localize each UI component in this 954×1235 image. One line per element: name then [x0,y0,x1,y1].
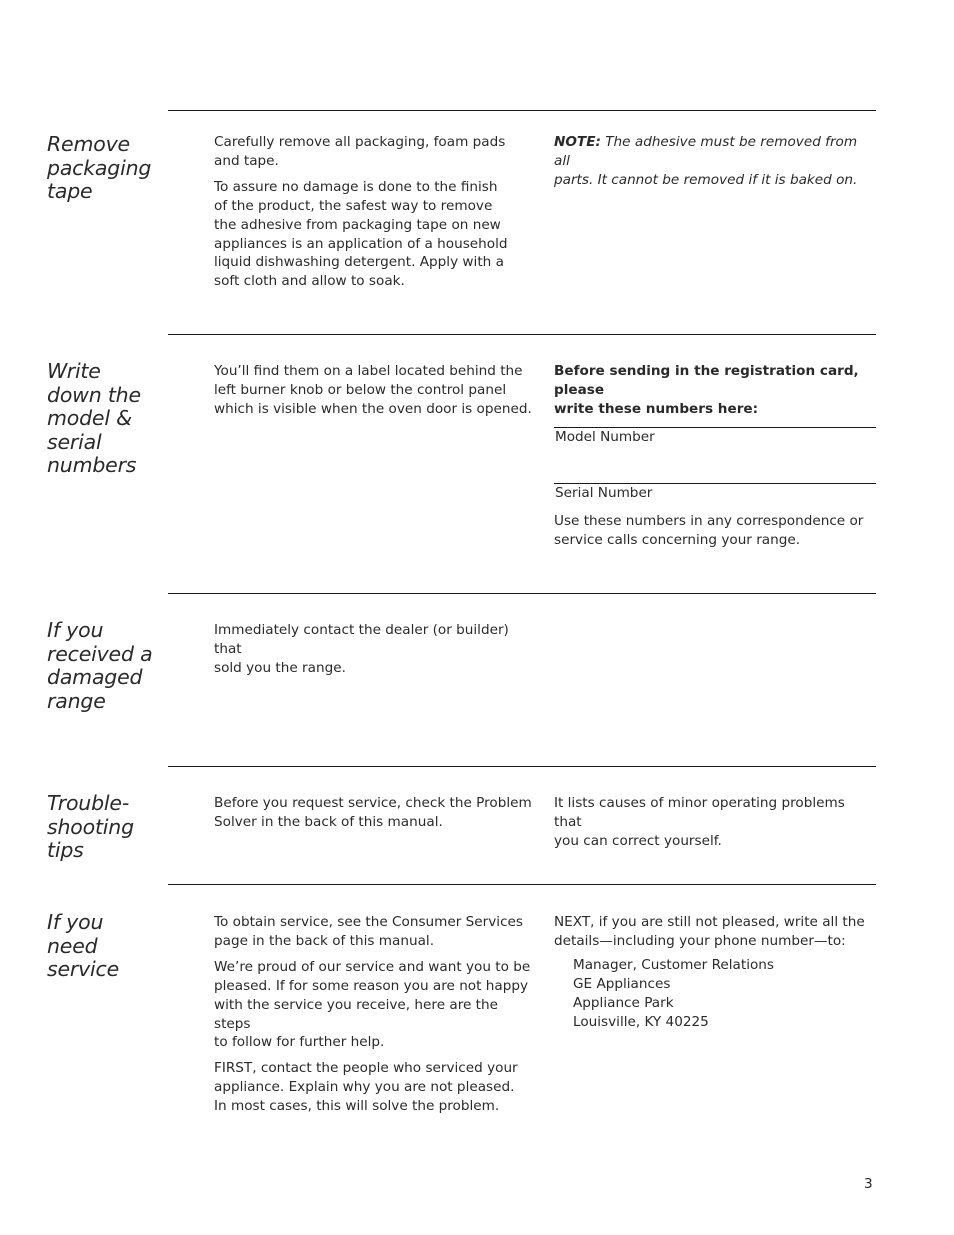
paragraph: Immediately contact the dealer (or builder) that sold you the range. [214,622,509,676]
troubleshooting-note: It lists causes of minor operating problems that you can correct yourself. [554,795,845,849]
mailing-address [573,956,774,1032]
model-number-label: Model Number [555,429,655,445]
section-divider [168,593,876,594]
registration-intro: Before sending in the registration card, please write these numbers here: [554,363,859,417]
section-body-remove-packaging-tape [214,133,532,298]
paragraph: FIRST, contact the people who serviced your appliance. Explain why you are not pleased. In most cases, this will solve the problem. [214,1060,518,1115]
section-divider [168,334,876,335]
note-text: The adhesive must be removed from all parts. It cannot be removed if it is baked on. [554,134,858,188]
section-heading-troubleshooting-tips: Trouble- shooting tips [47,791,134,862]
numbers-usage-note: Use these numbers in any correspondence or service calls concerning your range. [554,513,864,548]
paragraph: Before you request service, check the Problem Solver in the back of this manual. [214,795,532,830]
section-body-damaged-range [214,621,532,685]
section-heading-remove-packaging-tape: Remove packaging tape [47,132,152,203]
section-heading-model-serial-numbers: Write down the model & serial numbers [47,359,141,477]
address-line: Louisville, KY 40225 [573,1013,709,1030]
section-body-model-serial-numbers [214,362,532,426]
section-body-need-service [214,913,532,1123]
serial-number-label: Serial Number [555,485,653,501]
address-line: GE Appliances [573,975,671,992]
paragraph: To obtain service, see the Consumer Services page in the back of this manual. [214,914,524,949]
paragraph: To assure no damage is done to the finish of the product, the safest way to remove the adhesive from packaging tape on new appliances is an application of a household liquid dishwashing detergent. Apply with a soft cloth and allow to soak. [214,178,508,290]
page-number: 3 [864,1176,873,1192]
address-line: Appliance Park [573,994,674,1011]
section-divider [168,884,876,885]
address-line: Manager, Customer Relations [573,957,775,973]
paragraph: We’re proud of our service and want you to be pleased. If for some reason you are not happy with the service you receive, here are the steps to follow for further help. [214,958,531,1051]
paragraph: Carefully remove all packaging, foam pads and tape. [214,134,506,169]
section-body-troubleshooting-tips [214,794,532,839]
note-label: NOTE: [554,134,601,150]
note [554,133,876,190]
section-divider [168,110,876,111]
paragraph: You’ll find them on a label located behind the left burner knob or below the control panel which is visible when the oven door is opened. [214,363,532,417]
section-divider [168,766,876,767]
section-heading-need-service: If you need service [47,910,120,981]
service-next-step: NEXT, if you are still not pleased, write all the details—including your phone number—to: [554,914,865,949]
section-heading-damaged-range: If you received a damaged range [47,618,153,713]
